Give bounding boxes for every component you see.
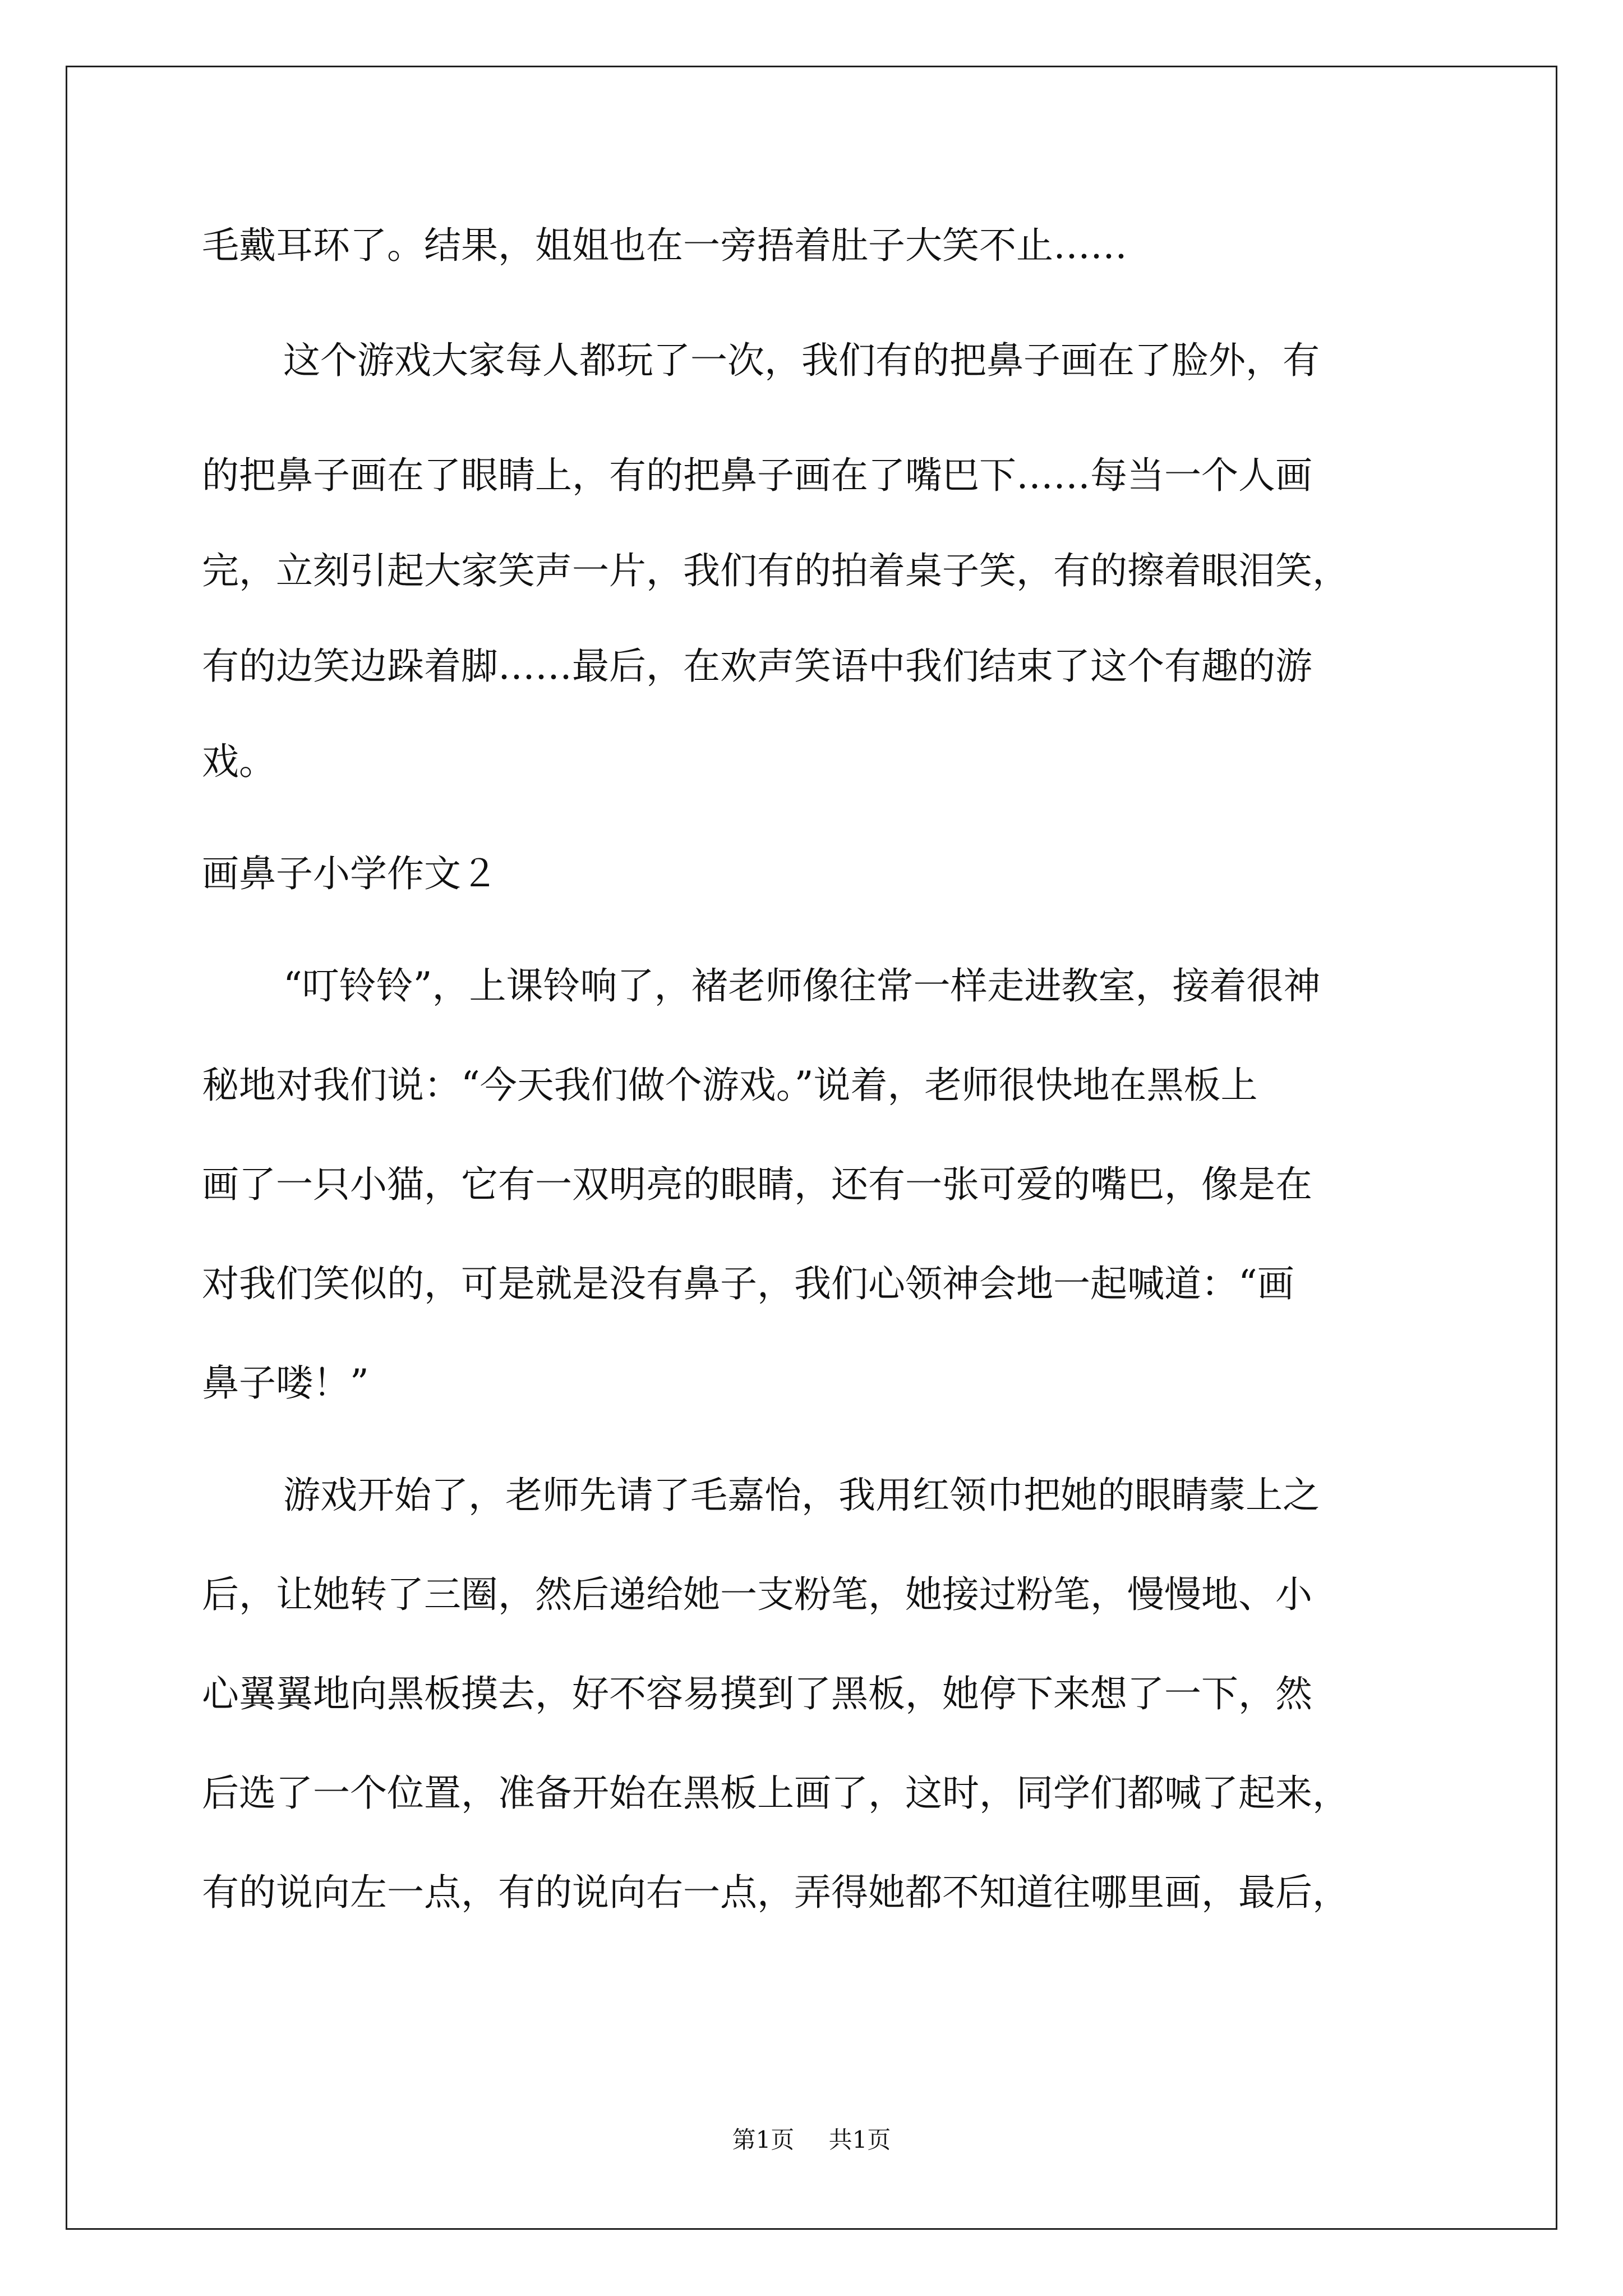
paragraph-line: 对我们笑似的，可是就是没有鼻子，我们心领神会地一起喊道：“画: [202, 1262, 1294, 1305]
page-footer: [0, 2120, 1623, 2160]
paragraph-line: 鼻子喽！”: [202, 1361, 369, 1405]
paragraph-line: 毛戴耳环了。结果，姐姐也在一旁捂着肚子大笑不止……: [202, 224, 1127, 267]
paragraph-line: 心翼翼地向黑板摸去，好不容易摸到了黑板，她停下来想了一下，然: [202, 1672, 1312, 1715]
page-number: 第1页: [732, 2126, 795, 2154]
paragraph-line: “叮铃铃”，上课铃响了，褚老师像往常一样走进教室，接着很神: [283, 964, 1321, 1007]
paragraph-line: 游戏开始了，老师先请了毛嘉怡，我用红领巾把她的眼睛蒙上之: [283, 1474, 1320, 1517]
paragraph-line: 这个游戏大家每人都玩了一次，我们有的把鼻子画在了脸外，有: [283, 339, 1320, 382]
page-total: 共1页: [828, 2126, 891, 2154]
paragraph-line: 有的说向左一点，有的说向右一点，弄得她都不知道往哪里画，最后，: [202, 1871, 1349, 1914]
paragraph-line: 秘地对我们说：“今天我们做个游戏。”说着，老师很快地在黑板上: [202, 1064, 1258, 1107]
paragraph-line: 后选了一个位置，准备开始在黑板上画了，这时，同学们都喊了起来，: [202, 1772, 1349, 1815]
paragraph-line: 的把鼻子画在了眼睛上，有的把鼻子画在了嘴巴下……每当一个人画: [202, 454, 1312, 497]
paragraph-line: 画了一只小猫，它有一双明亮的眼睛，还有一张可爱的嘴巴，像是在: [202, 1163, 1312, 1206]
paragraph-line: 完，立刻引起大家笑声一片，我们有的拍着桌子笑，有的擦着眼泪笑，: [202, 549, 1349, 592]
section-heading: 画鼻子小学作文２: [202, 852, 498, 895]
paragraph-line: 后，让她转了三圈，然后递给她一支粉笔，她接过粉笔，慢慢地、小: [202, 1573, 1312, 1616]
paragraph-line: 戏。: [202, 740, 276, 783]
paragraph-line: 有的边笑边跺着脚……最后，在欢声笑语中我们结束了这个有趣的游: [202, 645, 1312, 688]
